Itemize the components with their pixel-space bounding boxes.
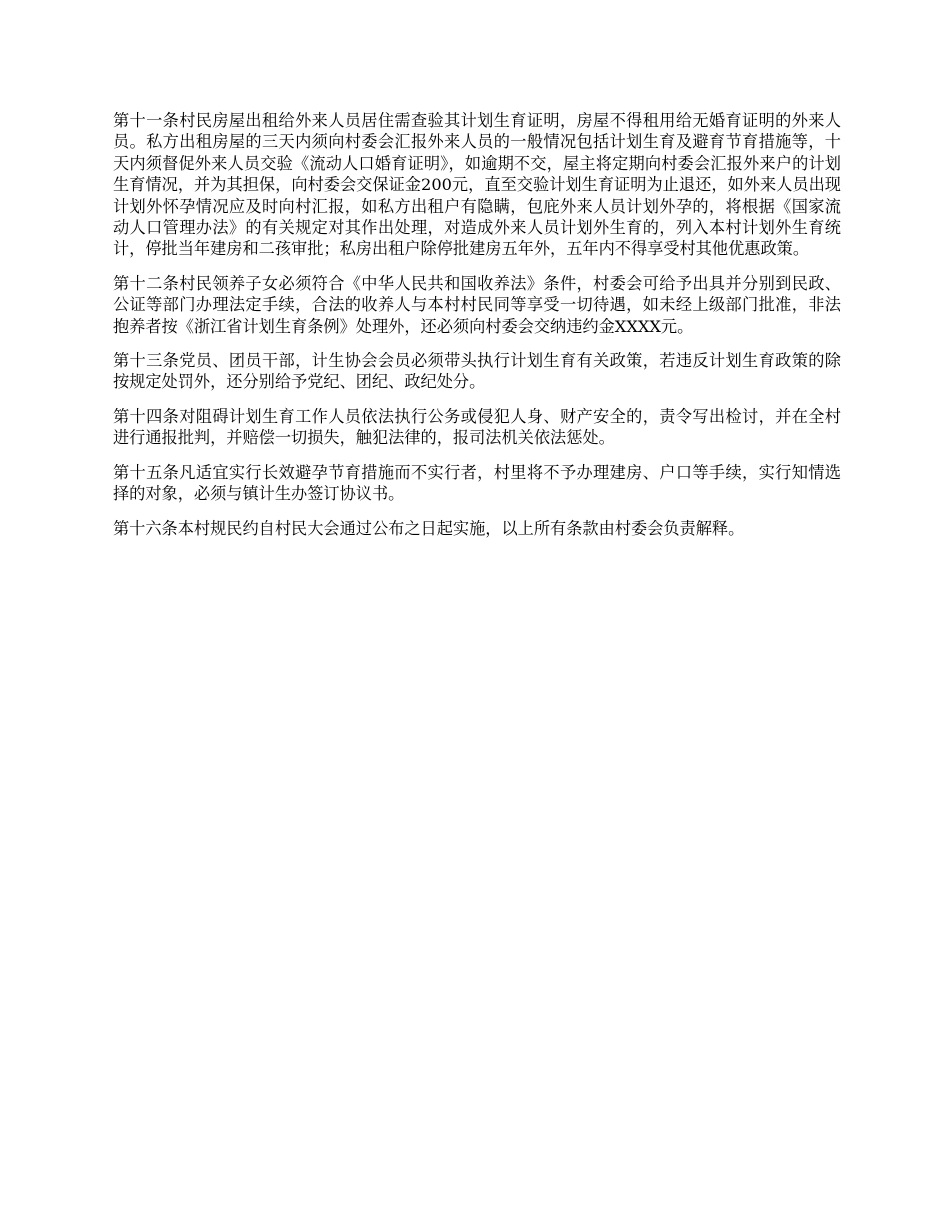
article-14-paragraph: 第十四条对阻碍计划生育工作人员依法执行公务或侵犯人身、财产安全的，责令写出检讨，并在全村进行通报批判，并赔偿一切损失，触犯法律的，报司法机关依法惩处。 <box>113 406 841 448</box>
article-13-paragraph: 第十三条党员、团员干部，计生协会会员必须带头执行计划生育有关政策，若违反计划生育政策的除按规定处罚外，还分别给予党纪、团纪、政纪处分。 <box>113 351 841 392</box>
article-11-paragraph: 第十一条村民房屋出租给外来人员居住需查验其计划生育证明，房屋不得租用给无婚育证明的外来人员。私方出租房屋的三天内须向村委会汇报外来人员的一般情况包括计划生育及避育节育措施等，十天内须督促外来人员交验《流动人口婚育证明》，如逾期不交，屋主将定期向村委会汇报外来户的计划生育情况，并为其担保，向村委会交保证金200元，直至交验计划生育证明为止退还，如外来人员出现计划外怀孕情况应及时向村汇报，如私方出租户有隐瞒，包庇外来人员计划外孕的，将根据《国家流动人口管理办法》的有关规定对其作出处理，对造成外来人员计划外生育的，列入本村计划外生育统计，停批当年建房和二孩审批；私房出租户除停批建房五年外，五年内不得享受村其他优惠政策。 <box>113 111 841 259</box>
document-body <box>113 110 841 552</box>
article-16-paragraph: 第十六条本村规民约自村民大会通过公布之日起实施，以上所有条款由村委会负责解释。 <box>113 518 745 538</box>
article-12-paragraph: 第十二条村民领养子女必须符合《中华人民共和国收养法》条件，村委会可给予出具并分别到民政、公证等部门办理法定手续，合法的收养人与本村村民同等享受一切待遇，如未经上级部门批准，非法抱养者按《浙江省计划生育条例》处理外，还必须向村委会交纳违约金XXXX元。 <box>113 273 841 336</box>
article-15-paragraph: 第十五条凡适宜实行长效避孕节育措施而不实行者，村里将不予办理建房、户口等手续，实行知情选择的对象，必须与镇计生办签订协议书。 <box>113 462 841 504</box>
